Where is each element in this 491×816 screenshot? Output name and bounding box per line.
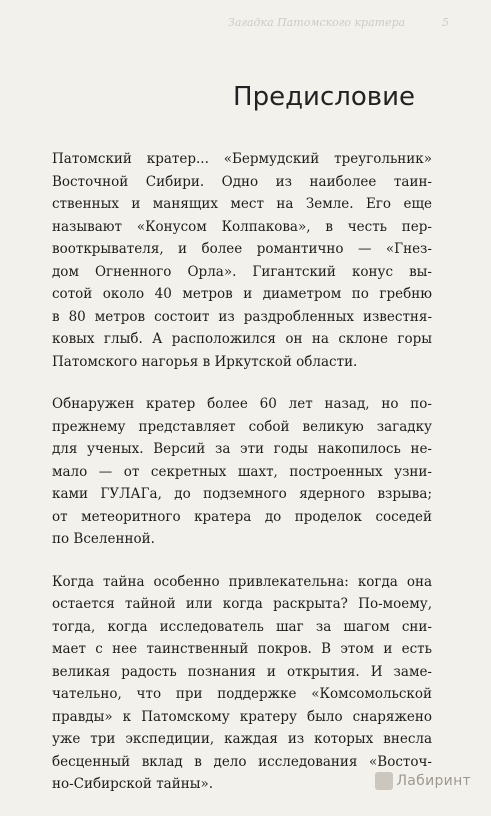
- text-line: мает с нее таинственный покров. В этом и есть: [52, 641, 432, 657]
- text-line: сотой около 40 метров и диаметром по гребню: [52, 286, 432, 302]
- paragraph: [52, 148, 432, 373]
- text-line: Патомского нагорья в Иркутской области.: [52, 353, 358, 370]
- page-number: 5: [442, 16, 449, 29]
- text-line: остается тайной или когда раскрыта? По-моему,: [52, 596, 432, 612]
- text-line: тогда, когда исследователь шаг за шагом сни-: [52, 618, 432, 635]
- text-line: уже три экспедиции, каждая из которых внесла: [52, 731, 432, 747]
- text-line: дом Огненного Орла». Гигантский конус вы-: [52, 263, 432, 280]
- text-line: по Вселенной.: [52, 531, 155, 547]
- text-line: для ученых. Версий за эти годы накопилось не-: [52, 441, 432, 457]
- body-text: [52, 148, 432, 816]
- watermark-logo: [375, 772, 471, 790]
- watermark-text: Лабиринт: [396, 773, 471, 789]
- text-line: от метеоритного кратера до проделок соседей: [52, 508, 432, 525]
- labirint-logo-icon: [375, 772, 393, 790]
- running-header: [228, 16, 449, 29]
- text-line: ковых глыб. А расположился он на склоне горы: [52, 331, 432, 347]
- text-line: вооткрывателя, и более романтично — «Гнез-: [52, 241, 432, 257]
- text-line: Патомский кратер... «Бермудский треугольник»: [52, 151, 432, 167]
- text-line: Когда тайна особенно привлекательна: когда она: [52, 573, 432, 590]
- text-line: Восточной Сибири. Одно из наиболее таин-: [52, 173, 432, 190]
- text-line: мало — от секретных шахт, построенных узни-: [52, 463, 432, 480]
- page-title: Предисловие: [233, 82, 415, 112]
- running-title: Загадка Патомского кратера: [228, 16, 406, 29]
- text-line: называют «Конусом Колпакова», в честь пер-: [52, 218, 432, 235]
- text-line: ками ГУЛАГа, до подземного ядерного взрыва;: [52, 486, 432, 502]
- text-line: но-Сибирской тайны».: [52, 776, 214, 792]
- text-line: великая радость познания и открытия. И заме-: [52, 663, 432, 680]
- paragraph: [52, 393, 432, 551]
- text-line: ственных и манящих мест на Земле. Его еще: [52, 196, 432, 212]
- text-line: Обнаружен кратер более 60 лет назад, но по-: [52, 396, 432, 412]
- text-line: бесценный вклад в дело исследования «Восточ-: [52, 753, 432, 770]
- text-line: в 80 метров состоит из раздробленных известня-: [52, 308, 432, 325]
- paragraph: [52, 571, 432, 796]
- text-line: правды» к Патомскому кратеру было снаряжено: [52, 708, 432, 725]
- text-line: чательно, что при поддержке «Комсомольской: [52, 686, 432, 702]
- text-line: прежнему представляет собой великую загадку: [52, 418, 432, 435]
